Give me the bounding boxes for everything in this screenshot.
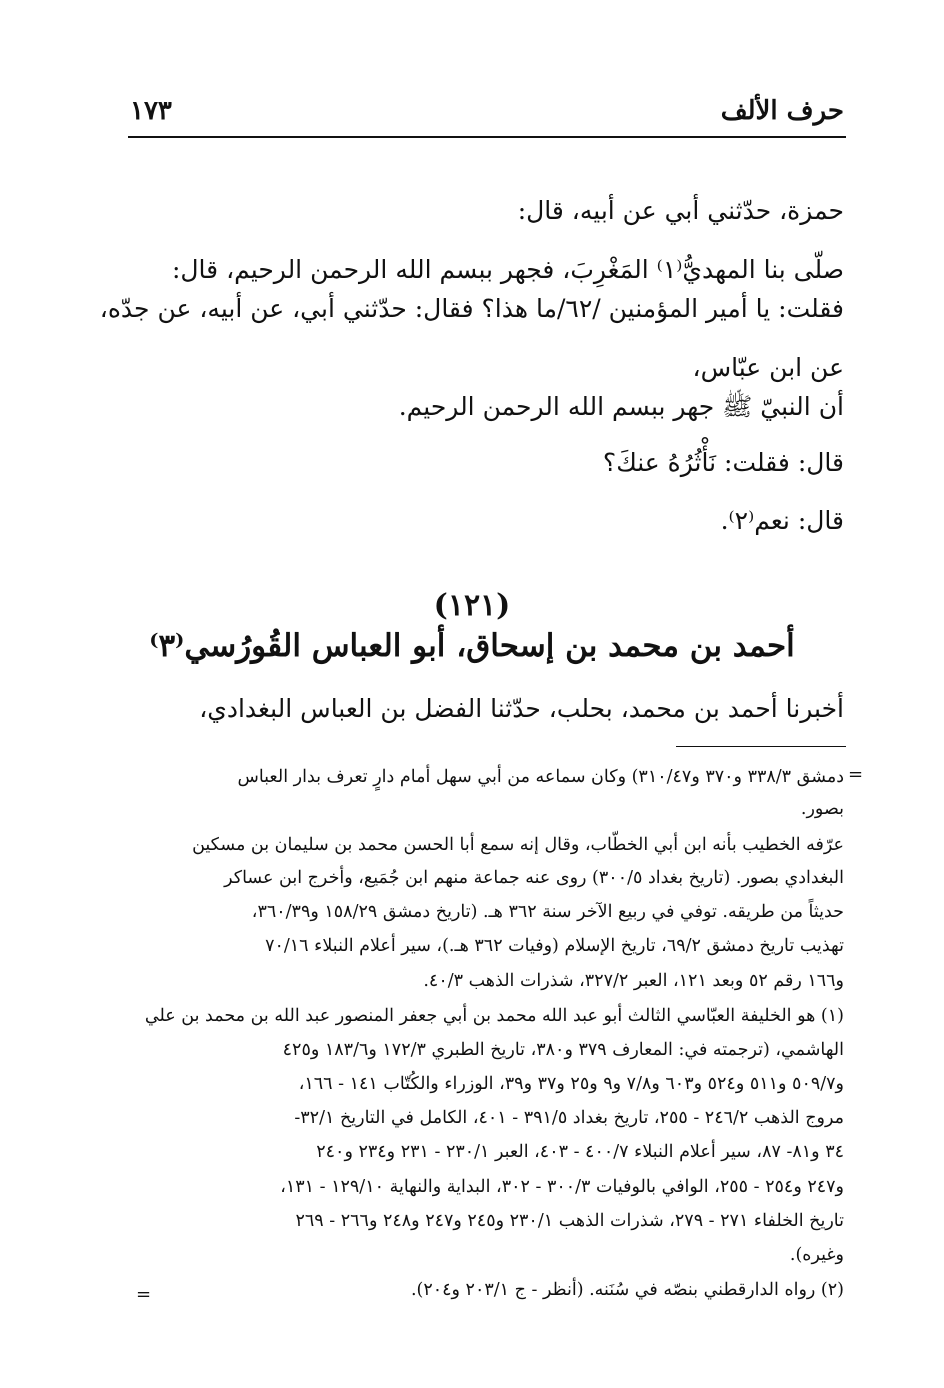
footnote-line: ٣٤ و٨١- ٨٧، سير أعلام النبلاء ٤٠٠/٧ - ٤٠٣، العبر ٢٣٠/١ - ٢٣١ و٢٣٤ و٢٤٠ [316, 1142, 844, 1162]
entry-number: (١٢١) [433, 588, 511, 623]
text-line: صلّى بنا المهديُّ⁽١⁾ المَغْرِبَ، فجهر ببسم الله الرحمن الرحيم، قال: [171, 255, 844, 284]
footnote-line: تهذيب تاريخ دمشق ٦٩/٢، تاريخ الإسلام (وفيات ٣٦٢ هـ.)، سير أعلام النبلاء ٧٠/١٦ [265, 936, 844, 956]
footnote-line: عرّفه الخطيب بأنه ابن أبي الخطّاب، وقال إنه سمع أبا الحسن محمد بن سليمان بن مسكين [192, 835, 844, 855]
footnote-line: دمشق ٣٣٨/٣ و٣٧٠ و٣١٠/٤٧) وكان سماعه من أبي سهل أمام دارٍ تعرف بدار العباس [237, 767, 844, 787]
footnote-line: البغدادي بصور. (تاريخ بغداد ٣٠٠/٥) روى عنه جماعة منهم ابن جُمَيع، وأخرج ابن عساكر [224, 868, 844, 888]
footnote-line: و٢٤٧ و٢٥٤ - ٢٥٥، الوافي بالوفيات ٣٠٠/٣ - ٣٠٢، البداية والنهاية ١٢٩/١٠ - ١٣١، [280, 1177, 844, 1197]
footnote-line: (٢) رواه الدارقطني بنصّه في سُنَنه. (أنظر - ج ٢٠٣/١ و٢٠٤). [410, 1280, 844, 1300]
footnote-line: وغيره). [789, 1245, 844, 1265]
footnote-line: مروج الذهب ٢٤٦/٢ - ٢٥٥، تاريخ بغداد ٣٩١/٥ - ٤٠١، الكامل في التاريخ ٣٢/١- [294, 1108, 844, 1128]
footnote-line: بصور. [800, 799, 844, 819]
text-line: حمزة، حدّثني أبي عن أبيه، قال: [517, 196, 844, 225]
entry-title: أحمد بن محمد بن إسحاق، أبو العباس القُورُسي⁽٣⁾ [149, 628, 795, 664]
running-header: حرف الألف [720, 96, 844, 126]
text-line: قال: فقلت: نَأْثُرُهُ عنكَ؟ [602, 448, 844, 477]
page-number: ١٧٣ [130, 96, 172, 126]
footnote-line: تاريخ الخلفاء ٢٧١ - ٢٧٩، شذرات الذهب ٢٣٠/١ و٢٤٥ و٢٤٧ و٢٤٨ و٢٦٦ - ٢٦٩ [295, 1211, 844, 1231]
continuation-marker: = [848, 764, 864, 785]
text-line: أن النبيّ ﷺ جهر ببسم الله الرحمن الرحيم. [398, 392, 844, 421]
continuation-marker: = [136, 1284, 152, 1305]
text-line: عن ابن عبّاس، [692, 353, 844, 382]
header-rule [128, 136, 846, 138]
footnote-line: و١٦٦ رقم ٥٢ وبعد ١٢١، العبر ٣٢٧/٢، شذرات الذهب ٤٠/٣. [423, 971, 844, 991]
footnote-line: الهاشمي، (ترجمته في: المعارف ٣٧٩ و٣٨٠، تاريخ الطبري ١٧٢/٣ و١٨٣/٦ و٤٢٥ [282, 1040, 844, 1060]
footnote-line: و٥٠٩/٧ و٥١١ و٥٢٤ و٦٠٣ و٧/٨ و٩ و٢٥ و٣٧ و٣٩، الوزراء والكُتّاب ١٤١ - ١٦٦، [298, 1074, 844, 1094]
footnote-line: حديثاً من طريقه. توفي في ربيع الآخر سنة ٣٦٢ هـ. (تاريخ دمشق ١٥٨/٢٩ و٣٦٠/٣٩، [251, 902, 844, 922]
footnote-line: (١) هو الخليفة العبّاسي الثالث أبو عبد الله محمد بن أبي جعفر المنصور عبد الله بن محمد بن علي [144, 1006, 844, 1026]
footnote-rule [676, 746, 846, 747]
text-line: فقلت: يا أمير المؤمنين /٦٢/ما هذا؟ فقال: حدّثني أبي، عن أبيه، عن جدّه، [99, 294, 844, 323]
text-line: قال: نعم⁽٢⁾. [720, 506, 844, 535]
entry-first-line: أخبرنا أحمد بن محمد، بحلب، حدّثنا الفضل بن العباس البغدادي، [199, 694, 844, 723]
